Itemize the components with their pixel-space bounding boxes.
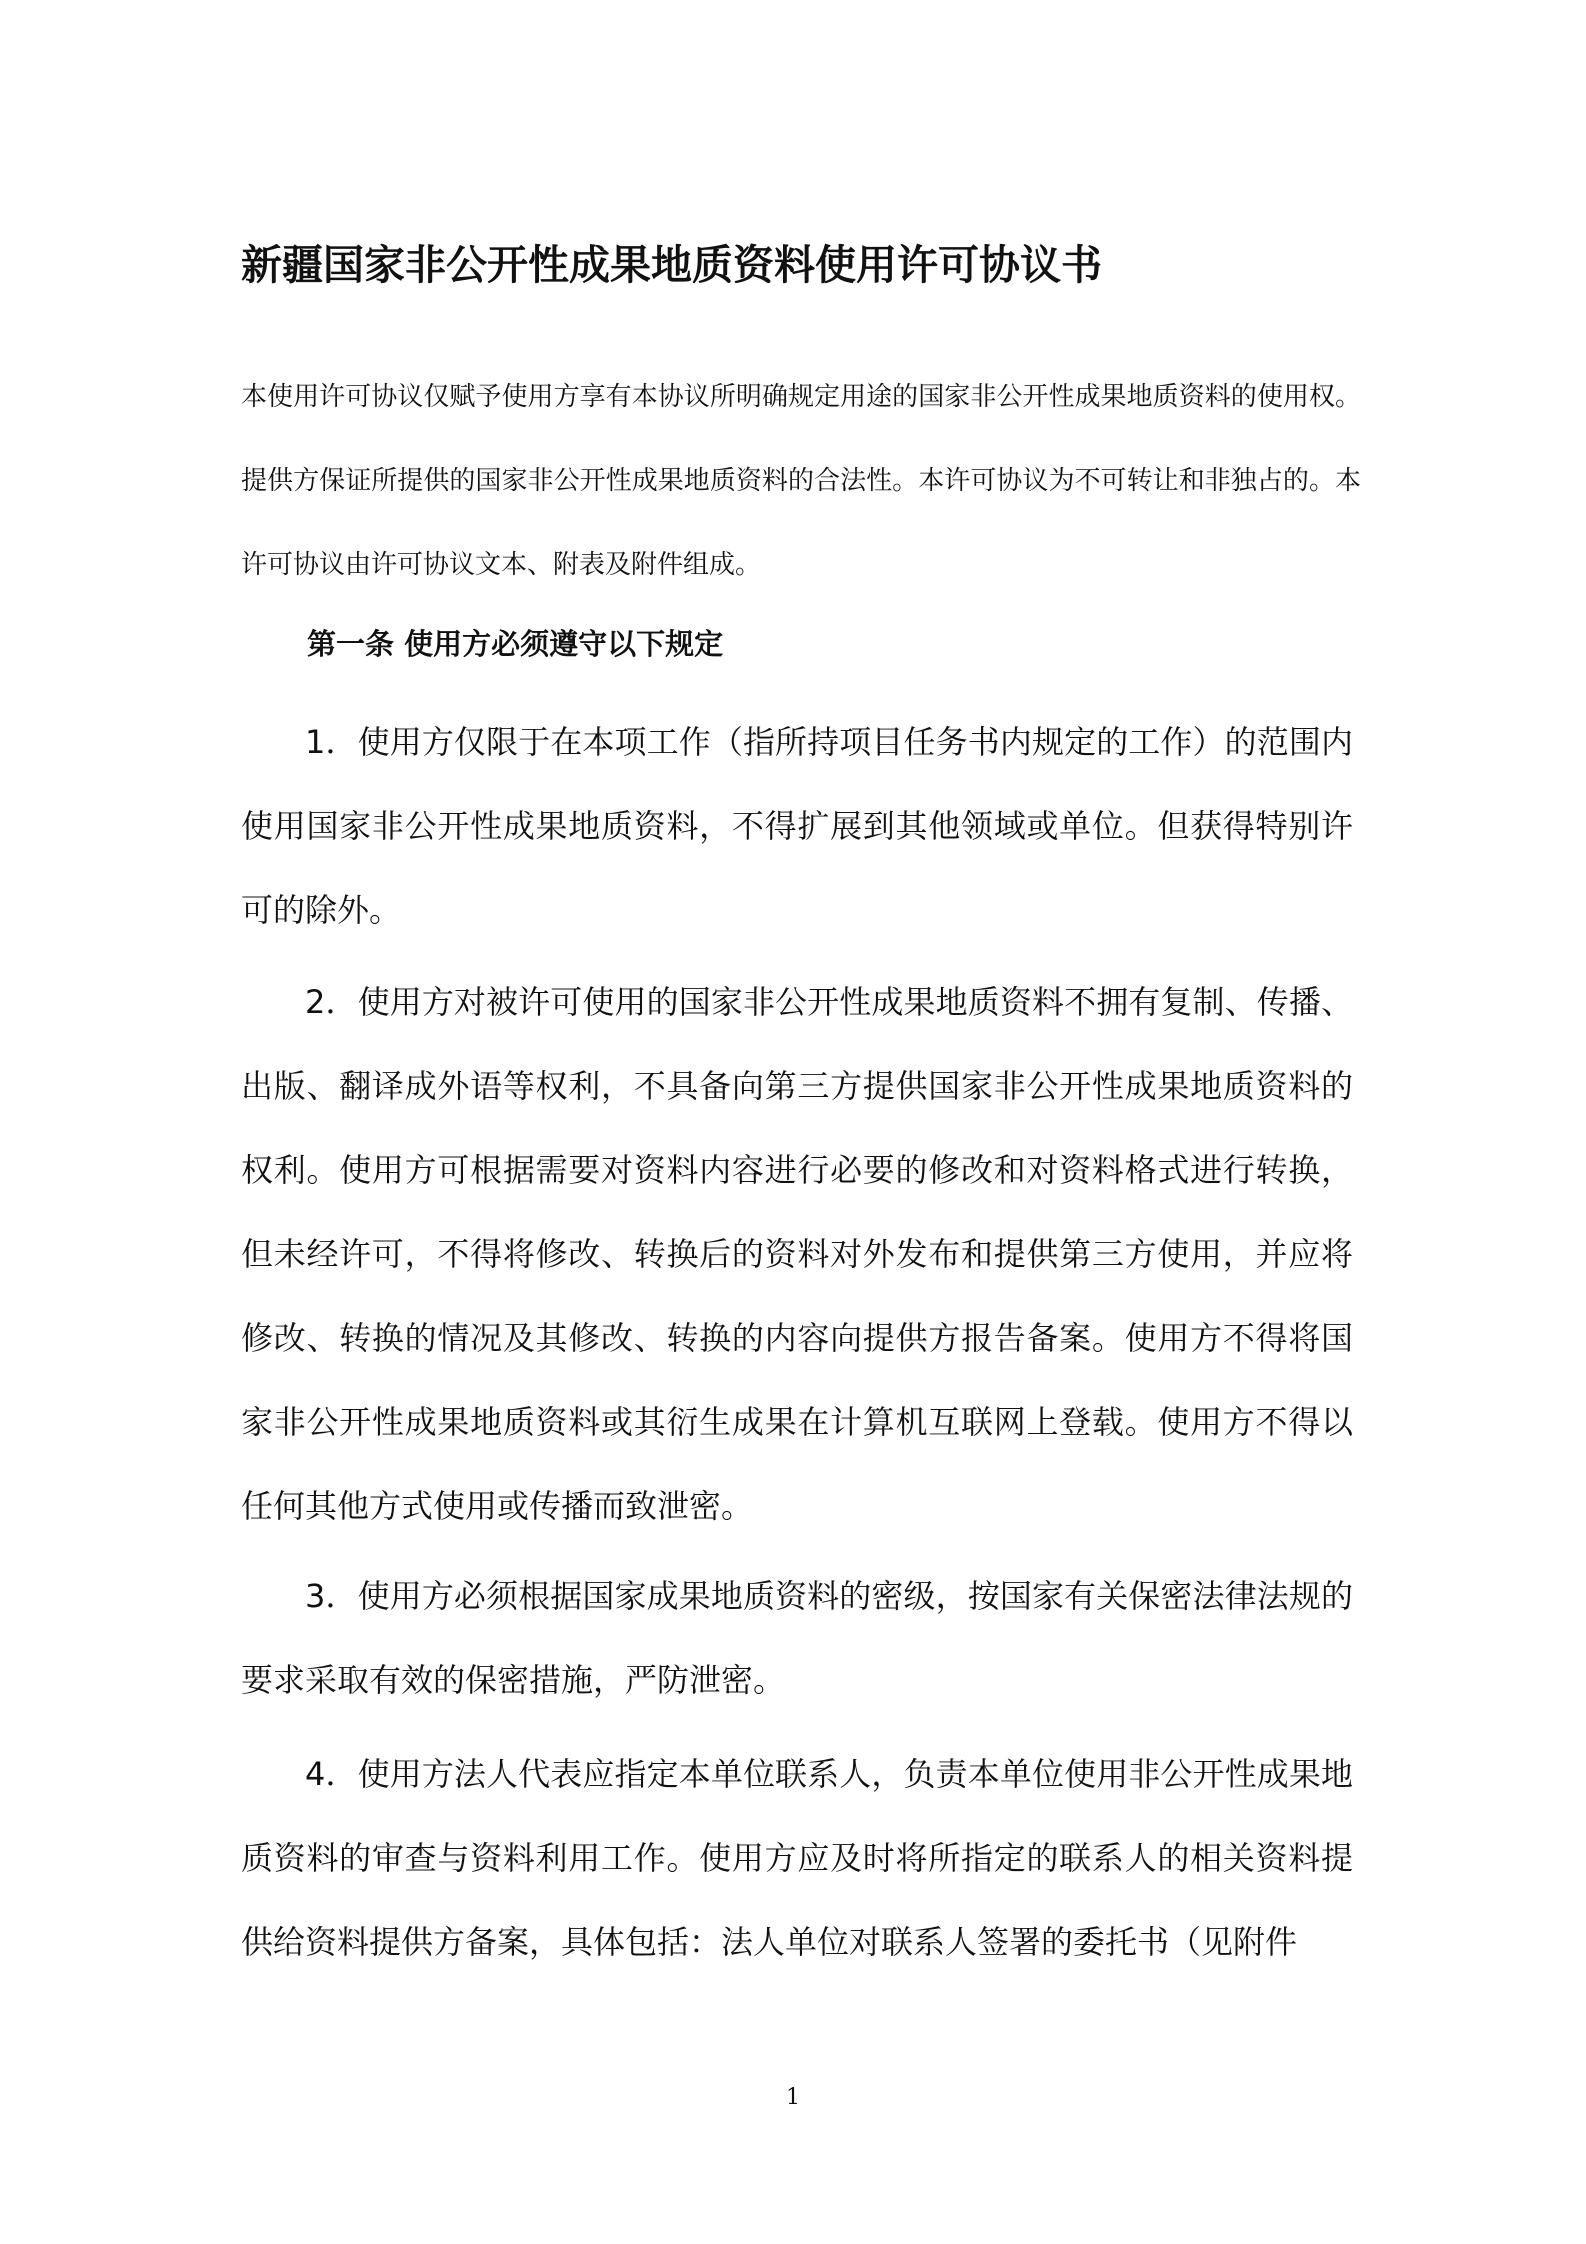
- page-number: 1: [786, 2085, 800, 2110]
- clause-paragraph-4: 4．使用方法人代表应指定本单位联系人，负责本单位使用非公开性成果地质资料的审查与资料利用工作。使用方应及时将所指定的联系人的相关资料提供给资料提供方备案，具体包括：法人单位对联系人签署的委托书（见附件: [241, 1755, 1353, 1961]
- clause-paragraph-1: 1．使用方仅限于在本项工作（指所持项目任务书内规定的工作）的范围内使用国家非公开性成果地质资料，不得扩展到其他领域或单位。但获得特别许可的除外。: [241, 723, 1353, 929]
- document-title: 新疆国家非公开性成果地质资料使用许可协议书: [241, 241, 1102, 289]
- intro-paragraph: 本使用许可协议仅赋予使用方享有本协议所明确规定用途的国家非公开性成果地质资料的使用权。提供方保证所提供的国家非公开性成果地质资料的合法性。本许可协议为不可转让和非独占的。本许可协议由许可协议文本、附表及附件组成。: [241, 382, 1361, 580]
- clause-paragraph-2: 2．使用方对被许可使用的国家非公开性成果地质资料不拥有复制、传播、出版、翻译成外语等权利，不具备向第三方提供国家非公开性成果地质资料的权利。使用方可根据需要对资料内容进行必要的修改和对资料格式进行转换，但未经许可，不得将修改、转换后的资料对外发布和提供第三方使用，并应将修改、转换的情况及其修改、转换的内容向提供方报告备案。使用方不得将国家非公开性成果地质资料或其衍生成果在计算机互联网上登载。使用方不得以任何其他方式使用或传播而致泄密。: [241, 983, 1353, 1525]
- clause-paragraph-3: 3．使用方必须根据国家成果地质资料的密级，按国家有关保密法律法规的要求采取有效的保密措施，严防泄密。: [241, 1577, 1353, 1699]
- section-heading: 第一条 使用方必须遵守以下规定: [307, 627, 724, 661]
